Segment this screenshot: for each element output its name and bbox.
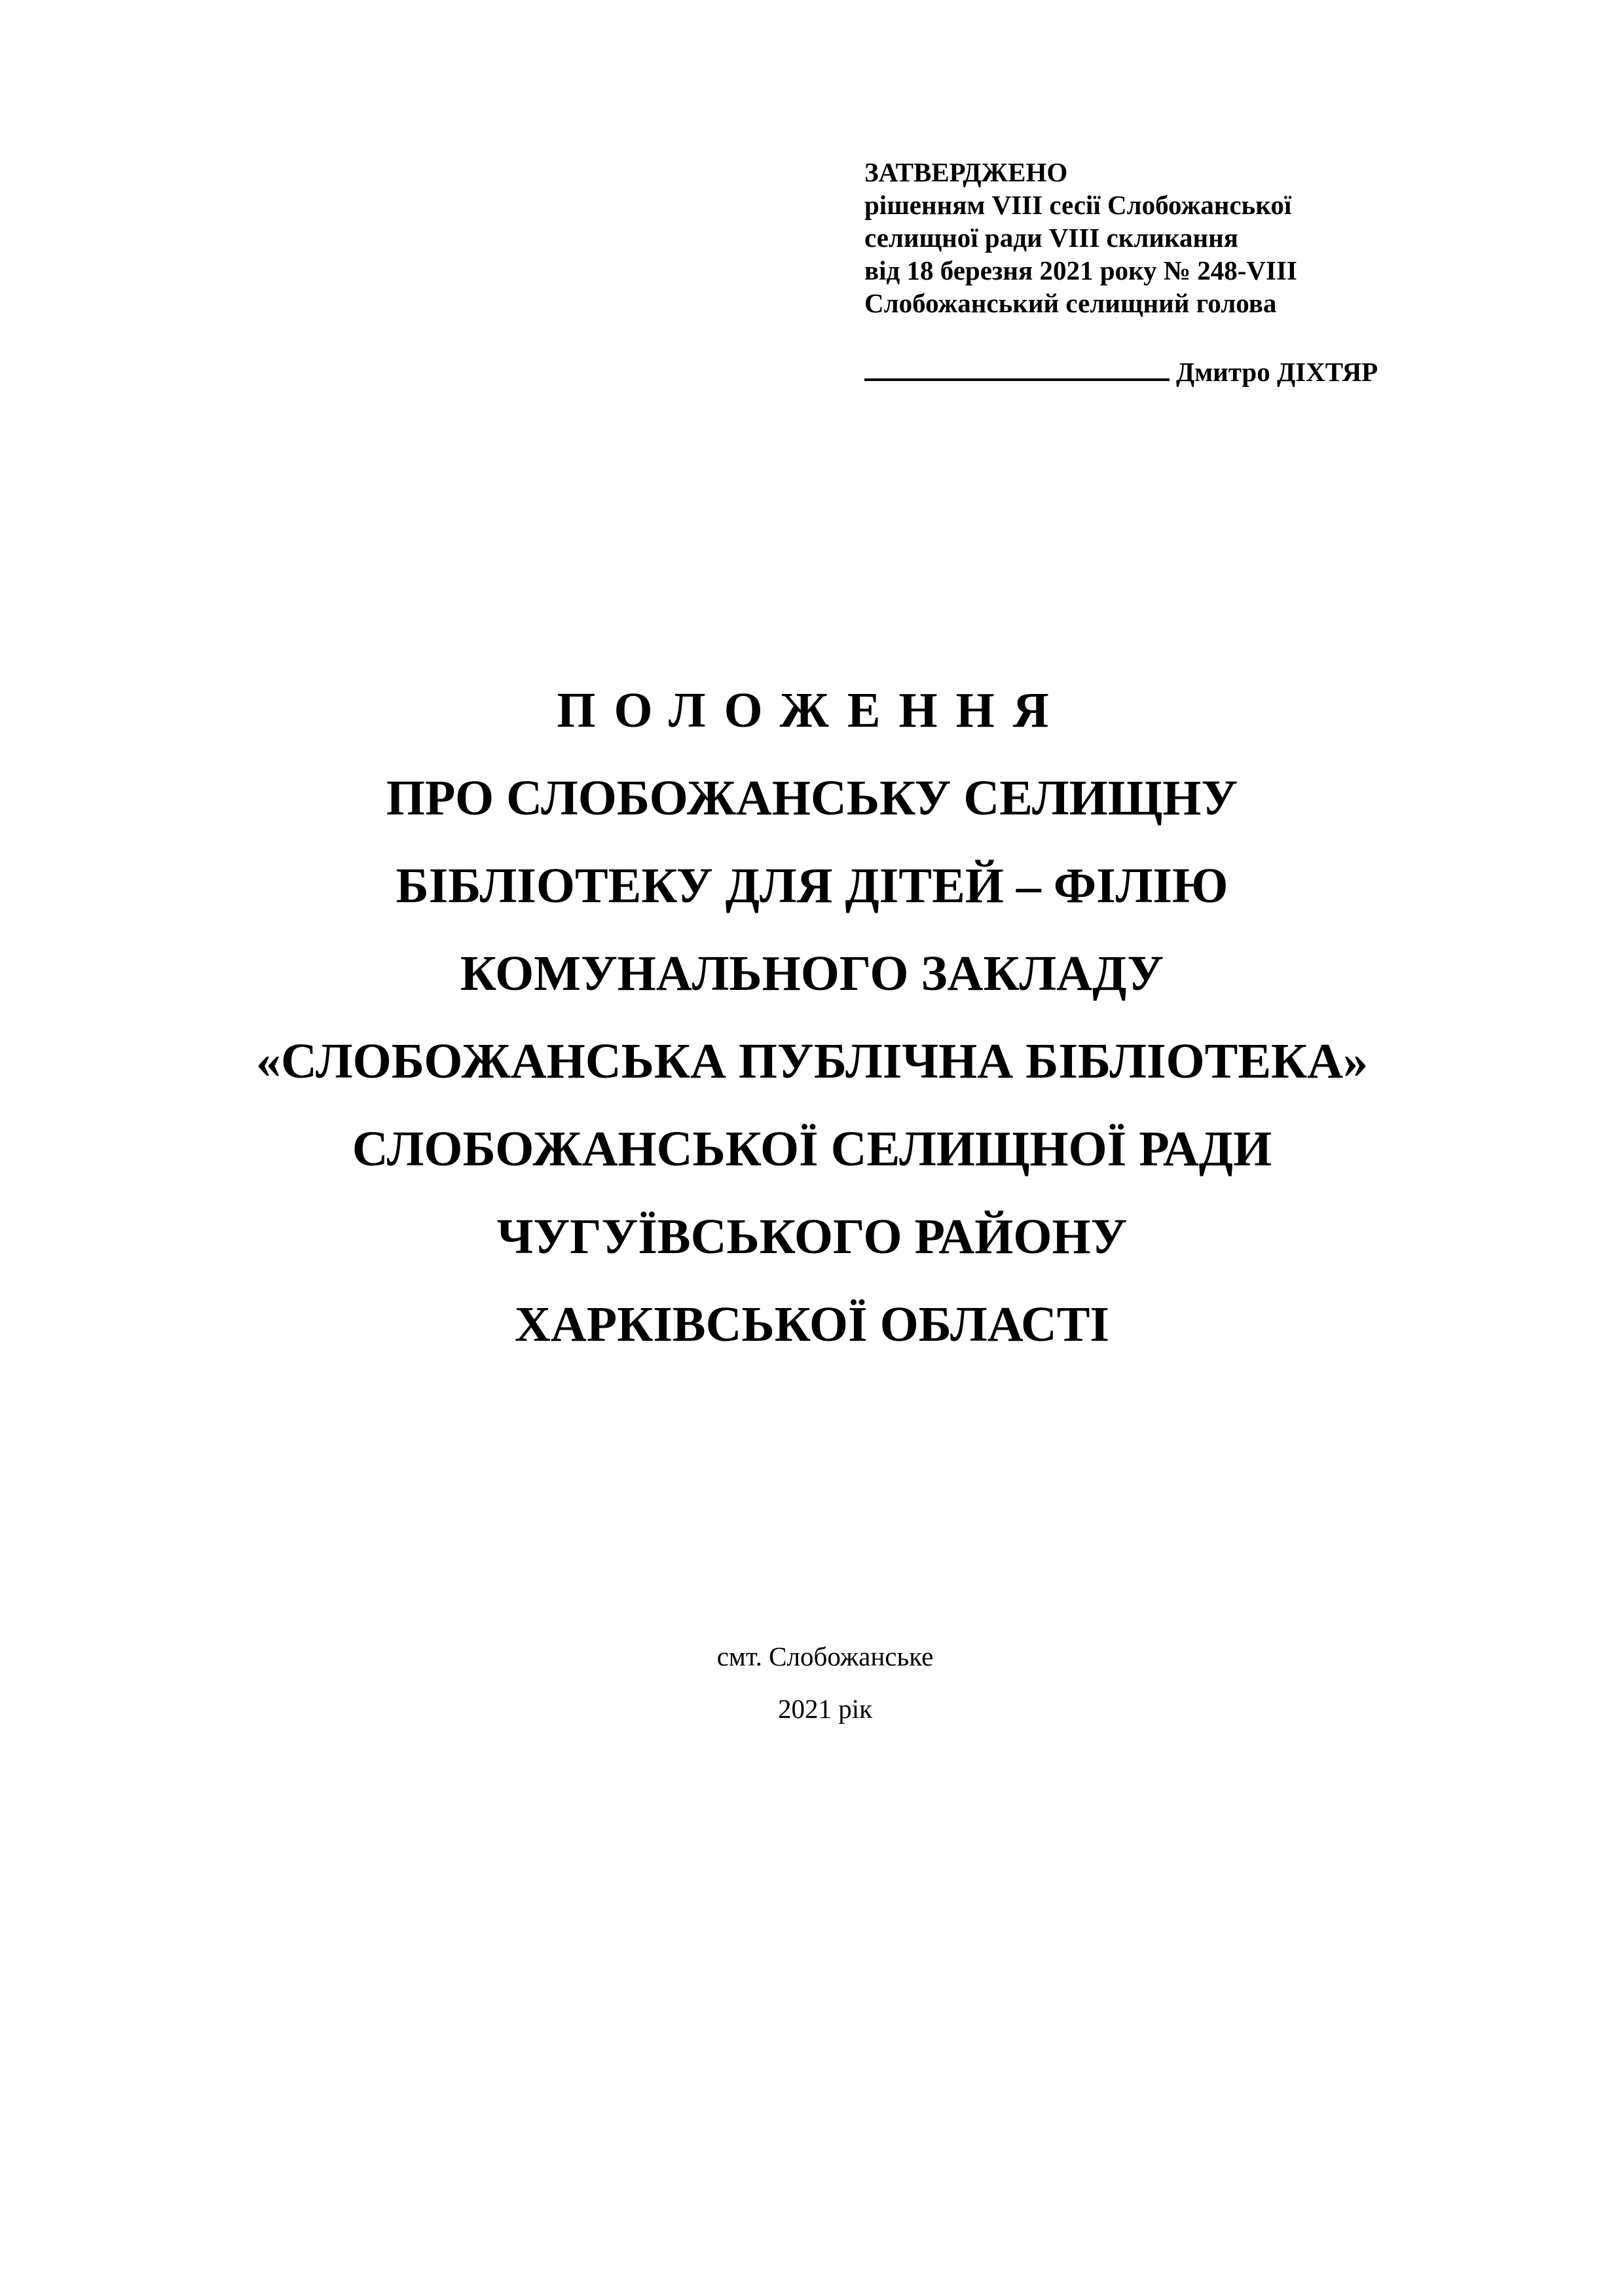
title-line-1: ПРО СЛОБОЖАНСЬКУ СЕЛИЩНУ <box>386 771 1238 826</box>
document-heading: ПОЛОЖЕННЯ <box>557 683 1067 738</box>
title-line-5: СЛОБОЖАНСЬКОЇ СЕЛИЩНОЇ РАДИ <box>352 1121 1272 1176</box>
title-line-6: ЧУГУЇВСЬКОГО РАЙОНУ <box>496 1209 1128 1264</box>
title-line-7: ХАРКІВСЬКОЇ ОБЛАСТІ <box>515 1297 1109 1352</box>
signatory-name: Дмитро ДІХТЯР <box>1176 357 1378 387</box>
title-line-3: КОМУНАЛЬНОГО ЗАКЛАДУ <box>460 946 1164 1001</box>
signature-row <box>864 352 1585 388</box>
document-footer <box>0 1630 1624 1735</box>
footer-year: 2021 рік <box>777 1694 873 1724</box>
approval-decision-line: рішенням VIII сесії Слобожанської <box>864 190 1292 220</box>
title-line-2: БІБЛІОТЕКУ ДЛЯ ДІТЕЙ – ФІЛІЮ <box>396 858 1228 913</box>
document-title-block <box>0 666 1624 1368</box>
approval-position-line: Слобожанський селищний голова <box>864 288 1277 318</box>
approval-council-line: селищної ради VIII скликання <box>864 223 1238 253</box>
title-line-4: «СЛОБОЖАНСЬКА ПУБЛІЧНА БІБЛІОТЕКА» <box>255 1034 1369 1089</box>
approval-heading: ЗАТВЕРДЖЕНО <box>864 157 1068 187</box>
approval-stamp-block <box>864 156 1585 388</box>
approval-date-line: від 18 березня 2021 року № 248-VIII <box>864 255 1297 285</box>
signature-line <box>864 352 1170 381</box>
footer-place: смт. Слобожанське <box>716 1641 934 1671</box>
